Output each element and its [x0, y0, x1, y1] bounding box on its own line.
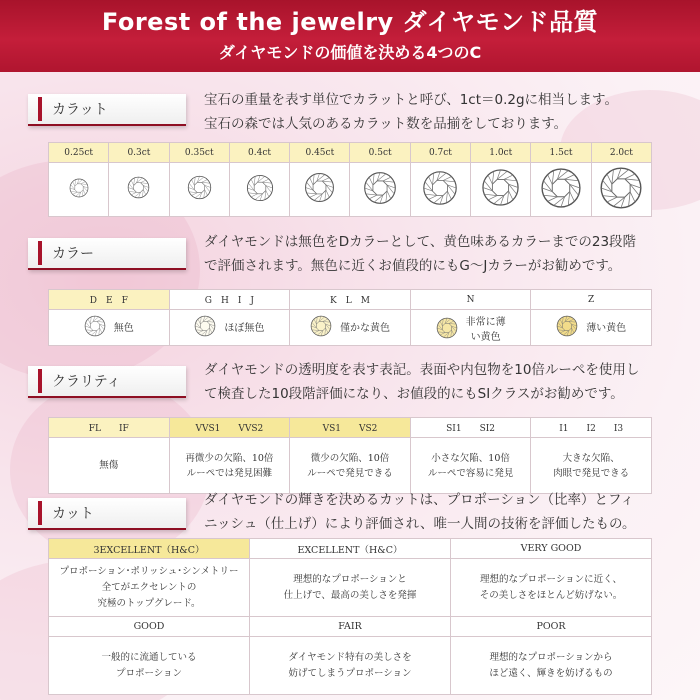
cell-line: 肉眼で発見できる — [553, 467, 630, 479]
cell-line: 妨げてしまうプロポーション — [288, 667, 412, 679]
diamond-icon — [194, 315, 216, 337]
color-table — [48, 289, 652, 346]
clarity-grade-header: SI1 SI2 — [410, 418, 531, 438]
color-grade-text: ほぼ無色 — [224, 322, 265, 334]
diamond-icon — [481, 168, 520, 207]
color-grade-header: D E F — [49, 290, 170, 310]
cut-body-row — [49, 559, 652, 617]
clarity-grade-header: VVS1 VVS2 — [169, 418, 290, 438]
diamond-icon — [310, 315, 332, 337]
carat-size-label: 0.7ct — [410, 143, 470, 163]
color-grade-text: 非常に薄い黄色 — [465, 316, 506, 343]
diamond-icon — [246, 174, 274, 202]
desc-line: ダイヤモンドの輝きを決めるカットは、プロポーション（比率）とフィ — [204, 492, 634, 508]
color-grade-cell — [410, 310, 531, 346]
color-grade-text: 薄い黄色 — [586, 322, 627, 334]
color-grade-cell — [49, 310, 170, 346]
carat-header-row — [49, 143, 652, 163]
carat-size-label: 0.3ct — [109, 143, 169, 163]
desc-line: ダイヤモンドは無色をDカラーとして、黄色味あるカラーまでの23段階 — [204, 234, 637, 250]
color-header-row — [49, 290, 652, 310]
desc-line: ニッシュ（仕上げ）により評価され、唯一人間の技術を評価したもの。 — [204, 516, 636, 532]
section-label-text: カラット — [52, 102, 108, 118]
cut-grade-header: GOOD — [49, 617, 250, 637]
color-grade-header: N — [410, 290, 531, 310]
cut-description — [204, 488, 682, 536]
desc-line: 宝石の重量を表す単位でカラットと呼び、1ct＝0.2gに相当します。 — [204, 92, 618, 108]
cut-table — [48, 538, 652, 695]
cut-grade-cell — [451, 637, 652, 695]
cell-line: ダイヤモンド特有の美しさを — [288, 651, 412, 663]
cut-grade-cell — [49, 559, 250, 617]
desc-line: 宝石の森では人気のあるカラット数を品揃をしております。 — [204, 116, 568, 132]
cut-grade-cell — [250, 559, 451, 617]
diamond-icon — [422, 170, 458, 206]
diamond-icon — [363, 171, 397, 205]
cut-header-row — [49, 539, 652, 559]
diamond-icon — [84, 315, 106, 337]
carat-diamond-cell — [531, 163, 591, 217]
clarity-table — [48, 417, 652, 494]
carat-diamond-cell — [109, 163, 169, 217]
cut-grade-header: FAIR — [250, 617, 451, 637]
cell-line: プロポーション — [115, 667, 183, 679]
label-accent-bar — [38, 369, 42, 393]
clarity-grade-cell — [49, 438, 170, 494]
carat-size-label: 0.5ct — [350, 143, 410, 163]
clarity-grade-header: VS1 VS2 — [290, 418, 411, 438]
label-accent-bar — [38, 97, 42, 121]
cell-line: 大きな欠陥、 — [562, 452, 620, 464]
diamond-icon — [540, 167, 582, 209]
color-grade-text: 無色 — [113, 322, 134, 334]
carat-size-label: 1.0ct — [471, 143, 531, 163]
page-title: Forest of the jewelry ダイヤモンド品質 — [101, 8, 599, 36]
cell-line: 究極のトップグレード。 — [97, 597, 201, 609]
cell-line: 理想的なプロポーションと — [293, 573, 407, 585]
section-label-clarity — [28, 366, 186, 398]
clarity-grade-header: I1 I2 I3 — [531, 418, 652, 438]
clarity-grade-cell — [410, 438, 531, 494]
color-grade-cell — [169, 310, 290, 346]
color-grade-header: G H I J — [169, 290, 290, 310]
carat-diamond-cell — [471, 163, 531, 217]
color-grade-content — [310, 315, 390, 337]
diamond-icon — [556, 315, 578, 337]
color-grade-cell — [290, 310, 411, 346]
carat-size-label: 0.25ct — [49, 143, 109, 163]
clarity-grade-cell — [169, 438, 290, 494]
color-grade-content — [436, 313, 506, 343]
cell-line: ルーペでは発見困難 — [186, 467, 273, 479]
color-grade-text: 僅かな黄色 — [339, 322, 390, 334]
carat-table — [48, 142, 652, 217]
clarity-body-row — [49, 438, 652, 494]
carat-diamond-cell — [169, 163, 229, 217]
color-grade-content — [84, 315, 134, 337]
clarity-header-row — [49, 418, 652, 438]
cut-header-row — [49, 617, 652, 637]
desc-line: ダイヤモンドの透明度を表す表記。表面や内包物を10倍ルーペを使用し — [204, 362, 640, 378]
clarity-grade-cell — [531, 438, 652, 494]
cut-grade-header: POOR — [451, 617, 652, 637]
section-label-color — [28, 238, 186, 270]
cell-line: プロポーション･ポリッシュ･シンメトリー — [59, 565, 239, 577]
cell-line: 理想的なプロポーションに近く、 — [480, 573, 622, 585]
cut-grade-header: EXCELLENT（H&C） — [250, 539, 451, 559]
carat-diamond-cell — [229, 163, 289, 217]
cell-line: 一般的に流通している — [101, 651, 197, 663]
cut-body-row — [49, 637, 652, 695]
cut-grade-cell — [250, 637, 451, 695]
carat-diamond-cell — [49, 163, 109, 217]
carat-size-label: 0.4ct — [229, 143, 289, 163]
color-grade-cell — [531, 310, 652, 346]
label-accent-bar — [38, 241, 42, 265]
carat-diamond-row — [49, 163, 652, 217]
cut-grade-header: VERY GOOD — [451, 539, 652, 559]
color-grade-header: Z — [531, 290, 652, 310]
desc-line: で評価されます。無色に近くお値段的にもG～Jカラーがお勧めです。 — [204, 258, 622, 274]
diamond-icon — [127, 176, 150, 199]
cell-line: 仕上げで、最高の美しさを発揮 — [283, 589, 417, 601]
diamond-icon — [304, 172, 335, 203]
diamond-icon — [599, 166, 643, 210]
page-subtitle: ダイヤモンドの価値を決める4つのC — [218, 43, 482, 62]
cell-line: 再微少の欠陥、10倍 — [185, 452, 274, 464]
carat-description — [204, 88, 682, 136]
color-grade-content — [194, 315, 264, 337]
carat-size-label: 0.45ct — [290, 143, 350, 163]
section-label-text: カラー — [52, 246, 94, 262]
carat-diamond-cell — [410, 163, 470, 217]
carat-diamond-cell — [591, 163, 651, 217]
page-header — [0, 0, 700, 72]
clarity-grade-header: FL IF — [49, 418, 170, 438]
color-grade-header: K L M — [290, 290, 411, 310]
carat-diamond-cell — [290, 163, 350, 217]
cell-line: 微少の欠陥、10倍 — [310, 452, 390, 464]
cell-line: ルーペで発見できる — [307, 467, 393, 479]
cell-line: その美しさをほとんど妨げない。 — [479, 589, 623, 601]
carat-size-label: 0.35ct — [169, 143, 229, 163]
cell-line: 小さな欠陥、10倍 — [431, 452, 510, 464]
cut-grade-header: 3EXCELLENT（H&C） — [49, 539, 250, 559]
section-label-carat — [28, 94, 186, 126]
color-description — [204, 230, 682, 278]
label-accent-bar — [38, 501, 42, 525]
cell-line: 全てがエクセレントの — [101, 581, 197, 593]
cell-line: 理想的なプロポーションから — [489, 651, 613, 663]
section-label-text: カット — [52, 506, 94, 522]
carat-diamond-cell — [350, 163, 410, 217]
cut-grade-cell — [451, 559, 652, 617]
cell-line: 無傷 — [99, 460, 119, 471]
cut-grade-cell — [49, 637, 250, 695]
clarity-description — [204, 358, 682, 406]
clarity-grade-cell — [290, 438, 411, 494]
section-label-cut — [28, 498, 186, 530]
diamond-icon — [69, 178, 89, 198]
diamond-icon — [187, 175, 212, 200]
cell-line: ほど遠く、輝きを妨げるもの — [489, 667, 613, 679]
color-body-row — [49, 310, 652, 346]
carat-size-label: 1.5ct — [531, 143, 591, 163]
section-label-text: クラリティ — [52, 374, 121, 390]
carat-size-label: 2.0ct — [591, 143, 651, 163]
cell-line: ルーペで容易に発見 — [427, 467, 514, 479]
color-grade-content — [556, 315, 626, 337]
desc-line: て検査した10段階評価になり、お値段的にもSIクラスがお勧めです。 — [204, 386, 624, 402]
diamond-icon — [436, 317, 458, 339]
